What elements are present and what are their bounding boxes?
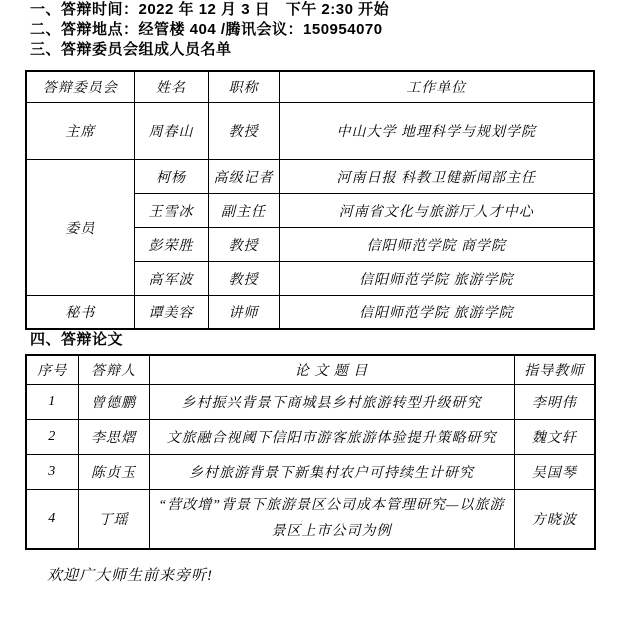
committee-title-cell: 教授 <box>208 262 279 296</box>
committee-unit-cell: 信阳师范学院 商学院 <box>279 228 594 262</box>
papers-header-advisor: 指导教师 <box>514 355 595 385</box>
paper-student-cell: 曾德鹏 <box>78 385 149 420</box>
paper-title-cell: 文旅融合视阈下信阳市游客旅游体验提升策略研究 <box>149 420 514 455</box>
committee-unit-cell: 信阳师范学院 旅游学院 <box>279 262 594 296</box>
committee-role-cell: 主席 <box>26 103 134 160</box>
committee-unit-cell: 中山大学 地理科学与规划学院 <box>279 103 594 160</box>
papers-header-row <box>26 355 595 385</box>
committee-list-heading: 三、答辩委员会组成人员名单 <box>30 41 232 58</box>
paper-student-cell: 李思熠 <box>78 420 149 455</box>
committee-unit-cell: 信阳师范学院 旅游学院 <box>279 296 594 330</box>
papers-header-no: 序号 <box>26 355 78 385</box>
paper-no-cell: 1 <box>26 385 78 420</box>
committee-header-row <box>26 71 594 103</box>
paper-row <box>26 385 595 420</box>
paper-student-cell: 陈贞玉 <box>78 455 149 490</box>
committee-secretary-row <box>26 296 594 330</box>
committee-name-cell: 周春山 <box>134 103 208 160</box>
committee-title-cell: 讲师 <box>208 296 279 330</box>
paper-advisor-cell: 吴国琴 <box>514 455 595 490</box>
paper-no-cell: 3 <box>26 455 78 490</box>
papers-table <box>25 354 596 550</box>
committee-title-cell: 教授 <box>208 103 279 160</box>
committee-title-cell: 高级记者 <box>208 160 279 194</box>
committee-table <box>25 70 595 330</box>
paper-title-cell: 乡村旅游背景下新集村农户可持续生计研究 <box>149 455 514 490</box>
paper-no-cell: 2 <box>26 420 78 455</box>
committee-role-cell: 秘书 <box>26 296 134 330</box>
committee-header-title: 职称 <box>208 71 279 103</box>
paper-row <box>26 420 595 455</box>
committee-unit-cell: 河南省文化与旅游厅人才中心 <box>279 194 594 228</box>
paper-row <box>26 490 595 550</box>
committee-role-cell: 委员 <box>26 160 134 296</box>
paper-title-cell: “营改增”背景下旅游景区公司成本管理研究—以旅游景区上市公司为例 <box>149 490 514 550</box>
committee-header-name: 姓名 <box>134 71 208 103</box>
papers-header-student: 答辩人 <box>78 355 149 385</box>
footer-note: 欢迎广大师生前来旁听! <box>47 568 213 584</box>
paper-advisor-cell: 魏文轩 <box>514 420 595 455</box>
committee-name-cell: 柯杨 <box>134 160 208 194</box>
paper-title-cell: 乡村振兴背景下商城县乡村旅游转型升级研究 <box>149 385 514 420</box>
committee-title-cell: 教授 <box>208 228 279 262</box>
papers-heading: 四、答辩论文 <box>30 331 124 348</box>
committee-unit-cell: 河南日报 科教卫健新闻部主任 <box>279 160 594 194</box>
paper-advisor-cell: 方晓波 <box>514 490 595 550</box>
committee-name-cell: 彭荣胜 <box>134 228 208 262</box>
committee-chair-row <box>26 103 594 160</box>
committee-member-row <box>26 160 594 194</box>
paper-advisor-cell: 李明伟 <box>514 385 595 420</box>
committee-name-cell: 王雪冰 <box>134 194 208 228</box>
committee-header-role: 答辩委员会 <box>26 71 134 103</box>
papers-header-title: 论 文 题 目 <box>149 355 514 385</box>
paper-row <box>26 455 595 490</box>
defense-time-heading: 一、答辩时间：2022 年 12 月 3 日 下午 2:30 开始 <box>30 1 390 18</box>
paper-student-cell: 丁瑶 <box>78 490 149 550</box>
defense-location-heading: 二、答辩地点：经管楼 404 /腾讯会议：150954070 <box>30 21 383 38</box>
committee-header-unit: 工作单位 <box>279 71 594 103</box>
committee-name-cell: 谭美容 <box>134 296 208 330</box>
paper-no-cell: 4 <box>26 490 78 550</box>
committee-title-cell: 副主任 <box>208 194 279 228</box>
committee-name-cell: 高军波 <box>134 262 208 296</box>
